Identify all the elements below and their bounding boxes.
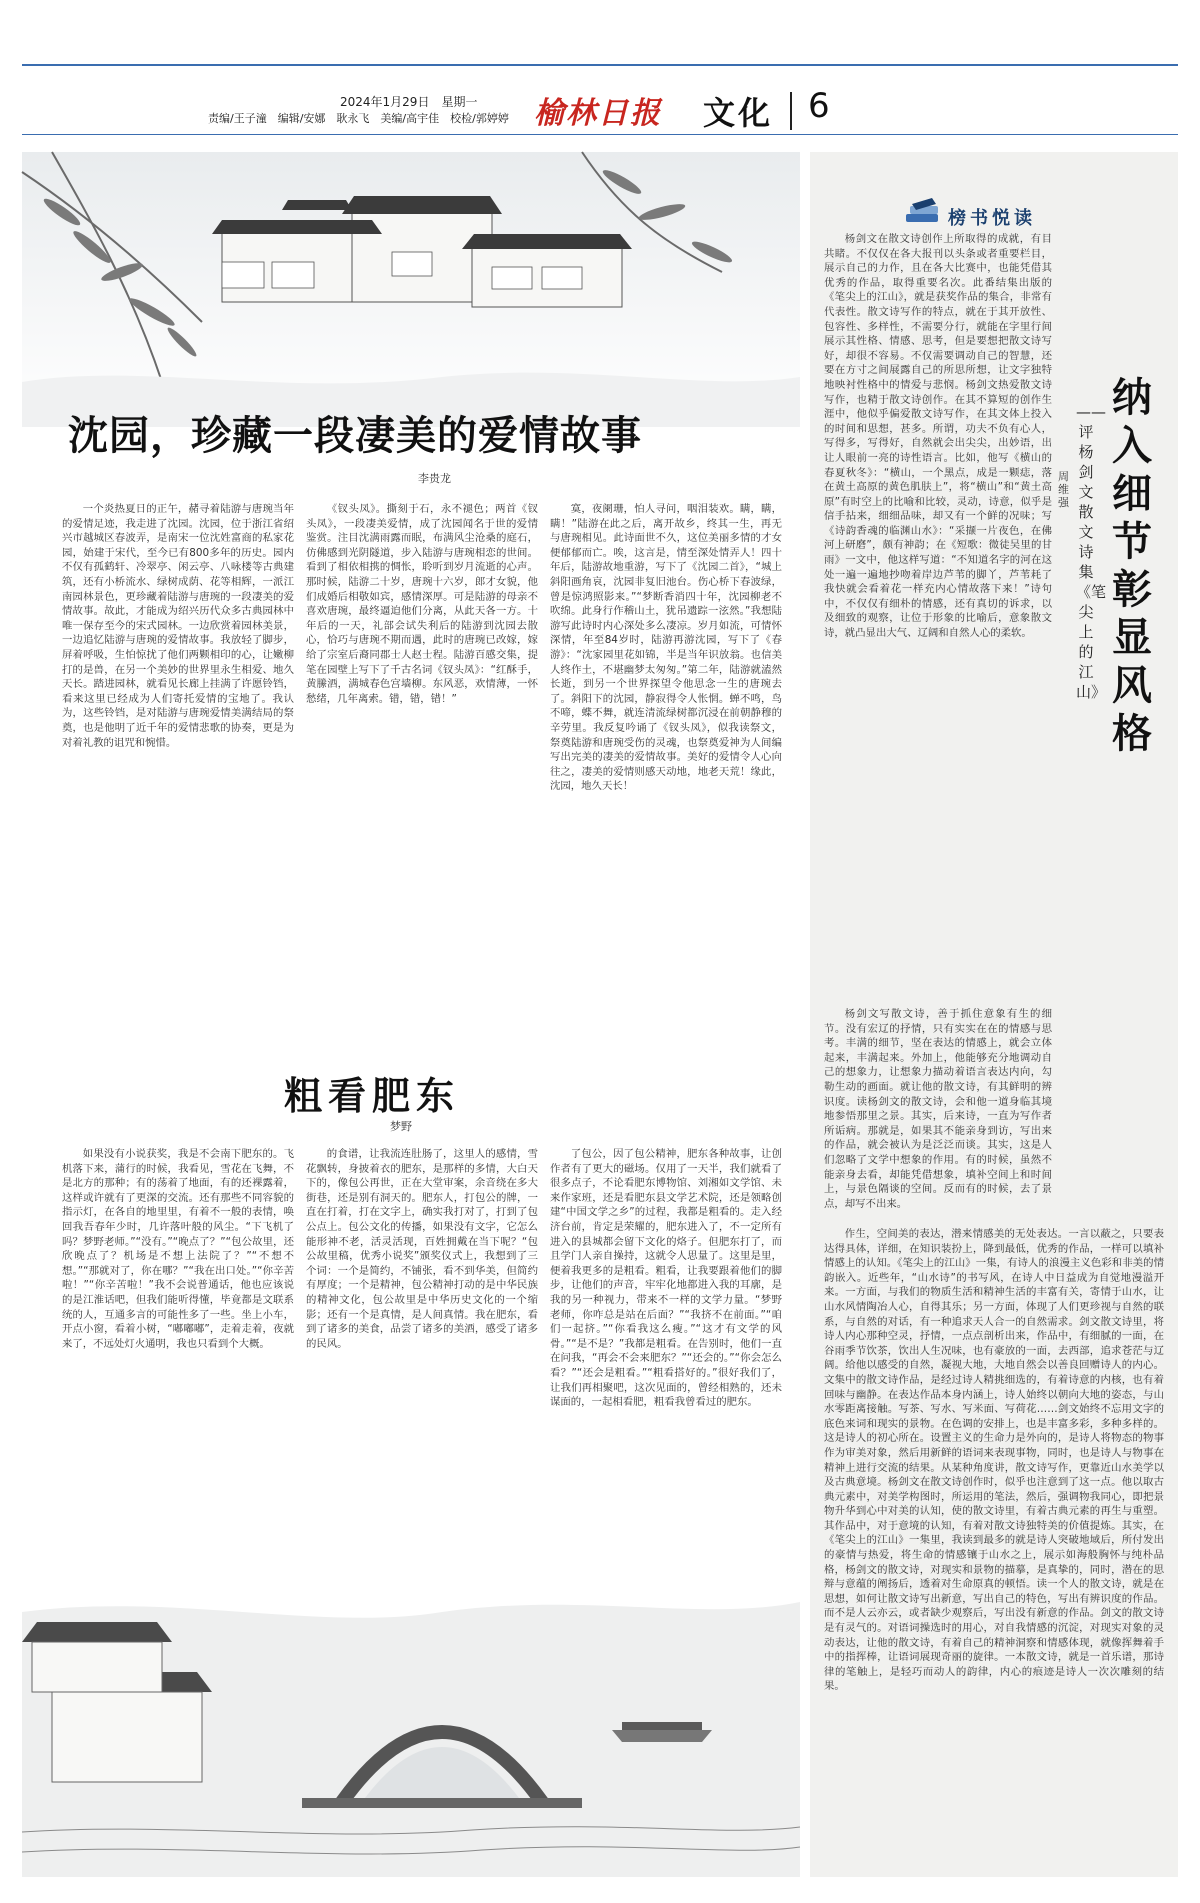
- review-panel: [810, 152, 1192, 1877]
- review-author: 周维强: [1058, 470, 1069, 509]
- column-name: 榜书悦读: [948, 208, 1036, 229]
- article2-title: 粗看肥东: [284, 1073, 461, 1118]
- review-subtitle: ——评杨剑文散文诗集《笔尖上的江山》: [1076, 403, 1107, 701]
- page-number: 6: [808, 86, 830, 126]
- garden-illustration: [22, 152, 800, 427]
- article2-col2-text: 的食谱，让我流连肚肠了，这里人的感情，雪花飘转，身披着衣的肥东，是那样的多情，大白天下的，像包公再世，正在大堂审案，余音绕在多大街巷，还是别有洞天的。肥东人，打包公的牌，一直在打着，打在文字上，确实我打对了，打到了包公点上。包公文化的传播，如果没有文字，它怎么能形神不老，活灵活现，百姓拥戴在当下呢？“包公故里稿，优秀小说奖”颁奖仪式上，我想到了三个词：一个是简约，不铺张，看不到华美，但简约有厚度；一个是精神，包公精神打动的是中华民族的精神文化，包公故里是中华历史文化的一个缩影；还有一个是真情，是人间真情。我在肥东，看到了诸多的美食，品尝了诸多的美酒，感受了诸多的民风。: [306, 1148, 538, 1350]
- article1-col3: [550, 502, 782, 962]
- staff-credits: 责编/王子潼 编辑/安娜 耿永飞 美编/高宇佳 校检/郭婷婷: [208, 112, 509, 125]
- article1-col1-text: 一个炎热夏日的正午，赭寻着陆游与唐琬当年的爱情足迹，我走进了沈园。沈园，位于浙江省绍兴市越城区春波弄，是南宋一位沈姓富商的私家花园，始建于宋代，至今已有800多年的历史。园内不仅有孤鹤轩、冷翠亭、闲云亭、八咏楼等古典建筑，还有小桥流水、绿树成荫、花等相辉，一派江南园林景色，更珍藏着陆游与唐琬的一段凄美的爱情故事。故此，才能成为绍兴历代众多古典园林中唯一保存至今的宋式园林。一边欣赏着园林美景，一边追忆陆游与唐琬的爱情故事。我放轻了脚步，屏着呼吸，生怕惊扰了他们两颗相印的心，让嫩柳打的是兽，在另一个美妙的世界里永生相爱、地久天长。踏进园林，就看见长廊上挂满了许愿铃铛，看来这里已经成为人们寄托爱情的宝地了。我认为，这些铃铛，是对陆游与唐琬爱情美满结局的祭奠，也是他明了近千年的爱情悲歌的协奏，更是为对着礼教的诅咒和惋惜。: [62, 503, 294, 749]
- article1-title: 沈园，珍藏一段凄美的爱情故事: [68, 412, 642, 459]
- newspaper-logo: 榆林日报: [534, 96, 662, 131]
- top-rule: [22, 64, 1178, 66]
- review-col1: [824, 232, 1052, 1002]
- masthead-bottom-rule: [22, 134, 1178, 135]
- book-stack-icon: [902, 196, 942, 228]
- article2-body: [62, 1147, 782, 1567]
- review-col2: [824, 1007, 1052, 1222]
- article1-col2-text: 《钗头凤》。撕刻于石，永不褪色；两首《钗头凤》，一段凄美爱情，成了沈园闻名于世的爱情鉴赏。注目沈满雨露而眠，布满风尘沧桑的庭石，仿佛感到光阴隧道，步入陆游与唐琬相恋的世间。看到了相依相携的惆怅，聆听到岁月流逝的心声。那时候，陆游二十岁，唐琬十六岁，郎才女貌，他们成婚后相敬如宾，感情深厚。可是陆游的母亲不喜欢唐琬，最终逼迫他们分离，从此天各一方。十年后的一天，礼部会试失利后的陆游到沈园去散心，恰巧与唐琬不期而遇，此时的唐琬已改嫁，嫁给了宗室后裔同郡士人赵士程。陆游百感交集，提笔在园壁上写下了千古名词《钗头凤》：“红酥手，黄縢酒，满城春色宫墙柳。东风恶，欢情薄，一怀愁绪，几年离索。错，错，错！”: [306, 503, 538, 705]
- article2-col1-text: 如果没有小说获奖，我是不会南下肥东的。飞机落下来，蒲行的时候，我看见，雪花在飞舞，不是北方的那种；有的荡着了地面，有的还裸露着，这样或许就有了更深的交流。还有那些不同容貌的指示灯，在各自的地里里，有着不一般的表情，唤回我吾春年少时，几许落叶般的风尘。“下飞机了吗？梦野老师。”“没有。”“晚点了？”“包公故里，还欣晚点了？机场是不想上法院了？”“不想不想。”“那就对了，你在哪？”“我在出口处。”“你辛苦啦！”“你辛苦啦！”我不会说普通话，他也应该说的是江淮话吧，但我们能听得懂，毕竟都是文联系统的人，互通多言的可能性多了一些。坐上小车，开点小窗，看着小树，“嘟嘟嘟”，走着走着，夜就来了，不远处灯火通明，我也只看到个大概。: [62, 1148, 294, 1350]
- review-col3-text: 作生，空间美的表达，潜来情感美的无处表达。一言以蔽之，只要表达得具体，详细，在知识装扮上，降到最低，优秀的作品，一样可以填补情感上的认知。《笔尖上的江山》一集，有诗人的浪漫主义色彩和非美的情韵嵌入。近些年，“山水诗”的书写风，在诗人中日益成为自觉地漫溢开来。一方面，与我们的物质生活和精神生活的丰富有关，寄情于山水，让山水风情陶冶人心，自得其乐；另一方面，体现了人们更珍视与自然的联系，与自然的对话，有一种追求天人合一的自然需求。剑文散文诗里，将诗人内心那种空灵，抒情，一点点剖析出来，作品中，有细腻的一面，在谷雨季节饮茶，饮出人生况味，也有豪放的一面，去西部，追求苍茫与辽阔。给他以感受的自然，凝视大地，大地自然会以善良回赠诗人的内心。文集中的散文诗作品，是经过诗人精挑细选的，有着诗意的内核，也有着回味与幽静。在表达作品本身内涵上，诗人始终以朝向大地的姿态，与山水零距离接触。写茶、写水、写米面、写荷花……剑文始终不忘用文字的底色来词和现实的景物。在色调的安排上，也是丰富多彩，多种多样的。这是诗人的初心所在。设置主义的生命力是外向的，是诗人将物态的物事作为审美对象，然后用新鲜的语词来表现事物，同时，也是诗人与物事在精神上进行交流的结果。从某种角度讲，散文诗写作，更靠近山水美学以及古典意境。杨剑文在散文诗创作时，似乎也注意到了这一点。他以取古典元素中，对美学构图时，所运用的笔法，然后，强调物我同心，即把景物升华到心中对美的认知，使的散文诗里，有着古典元素的再生与重塑。其作品中，对于意境的认知，有着对散文诗独特美的价值提炼。其实，在《笔尖上的江山》一集里，我读到最多的就是诗人突破地域后，所付发出的豪情与热爱，将生命的情感镶于山水之上，展示如海般胸怀与纯朴品格，杨剑文的散文诗，对现实和景物的描摹，是真挚的，同时，潜在的思辩与意蕴的阐扬后，透着对生命原真的顿悟。读一个人的散文诗，就是在思想，如何让散文诗写出新意，写出自己的特色，写出有辨识度的作品。而不是人云亦云，或者缺少观察后，写出没有新意的作品。剑文的散文诗是有灵气的。对语词操选时的用心，对自我情感的沉淀，对现实对象的灵动表达，让他的散文诗，有着自己的精神洞察和情感体现，就像挥舞着手中的指挥棒，让语词展现奇丽的旋律。一本散文诗，就是一首乐谱，那诗律的笔触上，是轻巧而动人的韵律，内心的痕迹是诗人一次次雕刻的结果。: [824, 1228, 1164, 1693]
- article1-col3-text: 寞，夜阑珊，怕人寻问，咽泪装欢。瞒，瞒，瞒！”陆游在此之后，离开故乡，终其一生，再无与唐琬相见。此诗面世不久，这位美丽多情的才女便郁郁而亡。唉，这言是，情至深处情弄人！四十年后，陆游故地重游，写下了《沈园二首》，“城上斜阳画角哀，沈园非复旧池台。伤心桥下春波绿，曾是惊鸿照影来。”“梦断香消四十年，沈园柳老不吹绵。此身行作稽山土，犹吊遗踪一泫然。”我想陆游写此诗时内心深处多么凄凉。岁月如流，可情怀深情，年至84岁时，陆游再游沈园，写下了《春游》：“沈家园里花如锦，半是当年识放翁。也信美人终作土，不堪幽梦太匆匆。”第二年，陆游就溘然长逝，到另一个世界探望令他思念一生的唐琬去了。斜阳下的沈园，静寂得令人怅惘。蝉不鸣，鸟不啼，蝶不舞，就连清流绿树都沉浸在前朝静穆的辛劳里。我反复吟诵了《钗头凤》，似我读祭文，祭奠陆游和唐琬受伤的灵魂，也祭奠爱神为人间编写出完美的凄美的爱情故事。美好的爱情令人心向往之，凄美的爱情则感天动地，地老天荒！缘此，沈园，地久天长！: [550, 503, 782, 793]
- article2-col3-text: 了包公，因了包公精神，肥东各种故事，让创作者有了更大的磁场。仅用了一天半，我们就看了很多点子，不论看肥东博物馆、刘湘如文学馆、未来作家班，还是看肥东县文学艺术院，还是领略创建“中国文学之乡”的过程，我都是粗看的。走入经济台前，肯定是荣耀的，肥东进入了，不一定所有进入的县城都会留下文化的烙子。但肥东打了，而且学门人亲自操持，这就令人思量了。这里是里，便着我更多的是粗看。粗看，让我要跟着他们的脚步，让他们的声音，牢牢化地都进入我的耳廓，是我的另一种视力，带来不一样的文学力量。“梦野老师，你咋总是站在后面？”“我挤不在前面。”“咱们一起挤。”“你看我这么瘦。”“这才有文学的风骨。”“是不是？”我都是粗看。在告别时，他们一直在问我，“再会不会来肥东？”“还会的。”“你会怎么看？”“还会是粗看。”“粗看搭好的。”很好我们了，让我们再相聚吧，这次见面的，曾经相熟的，还未谋面的，一起相看肥，粗看我曾看过的肥东。: [550, 1148, 782, 1409]
- article1-body: [62, 502, 782, 962]
- masthead-divider: [790, 92, 792, 130]
- review-col1-text: 杨剑文在散文诗创作上所取得的成就，有目共睹。不仅仅在各大报刊以头条或者重要栏目，展示自己的力作，且在各大比赛中，也能凭借其优秀的作品，取得重要名次。此番结集出版的《笔尖上的江山》，就是获奖作品的集合，非常有代表性。散文诗写作的特点，就在于其开放性、包容性、多样性，不需要分行，就能在字里行间展示其性格、情感、思考，但是要想把散文诗写好，却很不容易。不仅需要调动自己的智慧，还要在方寸之间展露自己的所思所想，让文字独特地映衬性格中的情爱与悲悯。杨剑文热爱散文诗写作，也精于散文诗创作。在其不算短的创作生涯中，他似乎偏爱散文诗写作，在其文体上投入的时间和思想，甚多。所谓，功夫不负有心人，写得多，写得好，自然就会出尖尖，出妙语，出让人眼前一亮的诗性语言。比如，他写《横山的春夏秋冬》：“横山，一个黑点，成是一颗痣，落在黄土高原的黄色肌肤上”，将“横山”和“黄土高原”有时空上的比喻和比较，灵动，诗意，似乎是信手拈来，细细品味，却又有一个鲜的况味；写《诗韵香魂的临渊山水》：“采撷一片夜色，在佛河上研磨”，颇有神韵；在《短歌：微徒吴里的甘雨》一文中，他这样写道：“不知道名字的河在这处一遍一遍地抄吻着岸边芦苇的脚丫，芦苇耗了我快就会看着花一样充内心情故落下来！”诗句中，不仅仅有细朴的情感，还有真切的诉求，以及细致的观察，让位于形象的比喻后，意象散文诗，就凸显出大气、辽阔和自然人心的柔软。: [824, 233, 1052, 640]
- section-name: 文化: [703, 94, 774, 132]
- masthead: [0, 0, 1200, 140]
- article2-col3: [550, 1147, 782, 1567]
- review-col3: [824, 1227, 1164, 1867]
- issue-date: 2024年1月29日 星期一: [340, 95, 478, 109]
- left-column: [22, 152, 800, 1877]
- article1-col1: [62, 502, 294, 962]
- article2-author: 梦野: [390, 1120, 412, 1133]
- article1-author: 李贵龙: [418, 472, 451, 485]
- review-col2-text: 杨剑文写散文诗，善于抓住意象有生的细节。没有宏辽的抒情，只有实实在在的情感与思考。丰满的细节，坚在表达的情感上，就会立体起来，丰满起来。外加上，他能够充分地调动自己的想象力，让想象力描动着语言表达内向，勾勒生动的画面。就让他的散文诗，有其鲜明的辨识度。读杨剑文的散文诗，会和他一道身临其境地参悟那里之景。其实，后来诗，一直为写作者所诟病。那就是，如果其不能亲身到访，写出来的作品，就会被认为是泛泛而谈。其实，这是人们忽略了文学中想象的作用。有的时候，虽然不能亲身去看，却能凭借想象，填补空间上和时间上，与景色隔谈的空间。反而有的时候，去了景点，却写不出来。: [824, 1008, 1052, 1210]
- article2-col1: [62, 1147, 294, 1567]
- review-title: 纳入细节 彰显风格: [1112, 374, 1192, 757]
- article1-col2: [306, 502, 538, 962]
- water-town-illustration: [22, 1572, 800, 1877]
- article2-col2: [306, 1147, 538, 1567]
